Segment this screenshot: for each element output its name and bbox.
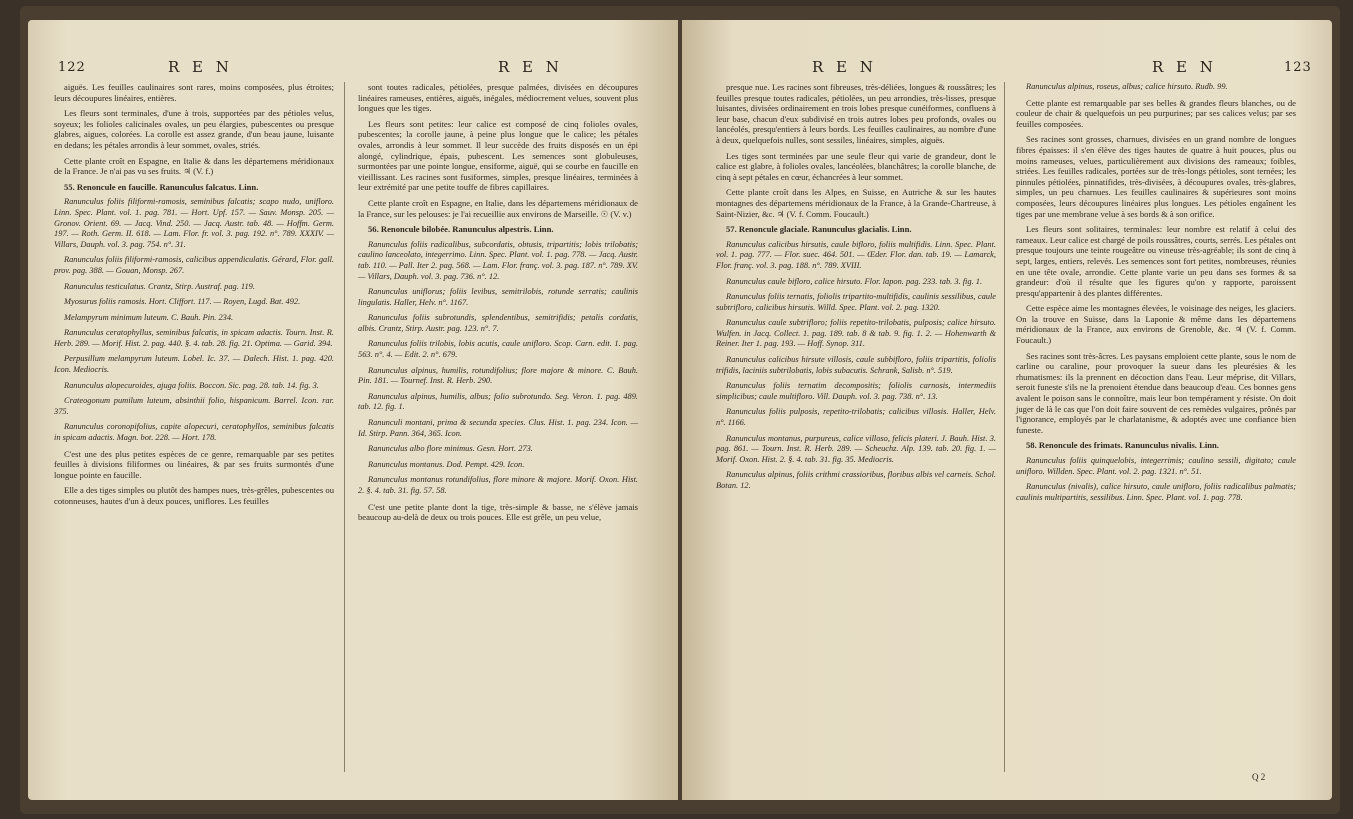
paragraph: Cette plante croît en Espagne, en Italie & dans les départemens méridionaux de la France. Je n'ai pas vu ses fruits. ♃ (V. f.) [54, 155, 334, 177]
paragraph: Ranunculus uniflorus; foliis levibus, semitrilobis, rotunde serratis; caulinis lingulatis. Haller, Helv. n°. 1167. [358, 287, 638, 307]
paragraph: Ranunculi montani, prima & secunda species. Clus. Hist. 1. pag. 234. Icon. — Id. Stirp. Pann. 364, 365. Icon. [358, 418, 638, 438]
paragraph: Cette plante croît dans les Alpes, en Suisse, en Autriche & sur les hautes montagnes des départemens méridionaux de la France, à la Grande-Chartreuse, à Saint-Nizier, &c. ♃ (V. f. Comm. Foucault.) [716, 187, 996, 219]
paragraph: 58. Renoncule des frimats. Ranunculus nivalis. Linn. [1026, 440, 1219, 451]
paragraph: Ranunculus alpinus, roseus, albus; calice hirsuto. Rudb. 99. [1026, 82, 1228, 91]
paragraph: Ranunculus foliis quinquelobis, integerrimis; caulino sessili, digitato; caule unifloro. Willden. Spec. Plant. vol. 2. pag. 1321. n°. 51. [1016, 456, 1296, 476]
paragraph: Ranunculus caule bifloro, calice hirsuto. Flor. lapon. pag. 233. tab. 3. fig. 1. [726, 276, 983, 286]
paragraph: Ranunculus (nivalis), calice hirsuto, caule unifloro, foliis radicalibus palmatis; caulinis multipartitis, sessilibus. Linn. Spec. Plant. vol. 1. pag. 778. [1016, 482, 1296, 502]
paragraph: Perpusillum melampyrum luteum. Lobel. Ic. 37. — Dalech. Hist. 1. pag. 420. Icon. Mediocris. [54, 354, 334, 375]
paragraph: Les fleurs sont solitaires, terminales: leur nombre est relatif à celui des rameaux. Leur calice est chargé de poils roussâtres, courts, serrés. Les pétales ont presque toujours une teinte rougeâtre ou vineuse très-agréable; ils sont de cinq à sept, larges, entiers, relevés. Les semences sont fort petites, nombreuses, réunies en une tête ovale, arrondie. Cette plante varie un peu dans ses formes & sa grandeur: d'où il résulte que les figures qu'on y rapporte, paroissent presqu'appartenir à des plantes différentes. [1016, 224, 1296, 298]
paragraph: Les fleurs sont terminales, d'une à trois, supportées par des pétioles velus, soyeux; les folioles calicinales ovales, un peu élargies, pubescentes ou presque glabres, aigues, colorées. La corolle est assez grande, d'un beau jaune, luisante en dedans; les pétales arrondis à leur sommet, ovales, striés. [54, 108, 334, 150]
paragraph: Cette plante croît en Espagne, en Italie, dans les départemens méridionaux de la France, sur les pelouses: je l'ai recueillie aux environs de Marseille. ☉ (V. v.) [358, 197, 638, 219]
paragraph: Les fleurs sont petites: leur calice est composé de cinq folioles ovales, pubescentes; la corolle jaune, à peine plus longue que le calice; les pétales ovales, arrondis à leur sommet. Il leur succède des fruits disposés en un épi alongé, cylindrique, épais, pubescent. Les semences sont globuleuses, surmontées par une pointe longue, ensiforme, aiguë, qui se courbe en faucille en vieillissant. Les racines sont fusiformes, simples, presque linéaires, terminées à leur extrémité par une petite touffe de fibres capillaires. [358, 118, 638, 193]
paragraph: Melampyrum minimum luteum. C. Bauh. Pin. 234. [64, 312, 234, 322]
paragraph: Elle a des tiges simples ou plutôt des hampes nues, très-grêles, pubescentes ou cotonneuses, hautes d'un à deux pouces, uniflores. Les feuilles [54, 485, 334, 506]
paragraph: 56. Renoncule bilobée. Ranunculus alpestris. Linn. [368, 224, 554, 235]
paragraph: Ranunculus foliis pulposis, repetito-trilobatis; calicibus villosis. Haller, Helv. n°. 1166. [716, 407, 996, 428]
left-page [28, 20, 678, 800]
paragraph: Ranunculus foliis ternatim decompositis; foliolis carnosis, intermediis simplicibus; caule multifloro. Vill. Dauph. vol. 3. pag. 738. n°. 13. [716, 381, 996, 401]
paragraph: presque nue. Les racines sont fibreuses, très-déliées, longues & roussâtres; les feuilles presque toutes radicales, pétiolées, un peu arrondies, très-lisses, presque luisantes, divisées ordinairement en trois lobes presque cunéiformes, confluens à leur base, chacun d'eux subdivisé en trois autres lobes peu profonds, ovales ou lancéolés, presqu'entiers à leurs bords. Les feuilles caulinaires, au nombre d'une à deux, quelquefois nulles, sont sessiles, linéaires, simples, aiguës. [716, 82, 996, 145]
right-column-2 [1016, 82, 1296, 508]
paragraph: Ranunculus testiculatus. Crantz, Stirp. Austraf. pag. 119. [64, 281, 255, 291]
running-header-right: R E N [498, 58, 563, 76]
paragraph: Ranunculus caule subtrifloro; foliis repetito-trilobatis, pulposis; calice hirsuto. Wulfen. in Jacq. Collect. 1. pag. 189. tab. 8 & tab. 9. fig. 1. 2. — Hohenwarth & Reiner. Iter 1. pag. 193. — Hoff. Synop. 311. [716, 318, 996, 349]
paragraph: Ranunculus alpinus, humilis, albus; folio subrotundo. Seg. Veron. 1. pag. 489. tab. 12. fig. 1. [358, 391, 638, 412]
page-number: 123 [1284, 60, 1312, 75]
paragraph: Ranunculus alpinus, humilis, rotundifolius; flore majore & minore. C. Bauh. Pin. 181. — Tournef. Inst. R. Herb. 290. [358, 365, 638, 386]
paragraph: Ranunculus foliis radicalibus, subcordatis, obtusis, tripartitis; lobis trilobatis; caulino lanceolato, integerrimo. Linn. Spec. Plant. vol. 1. pag. 778. — Jacq. Austr. tab. 110. — Pall. Iter 2. pag. 568. — Lam. Flor. franç. vol. 3. pag. 187. n°. 789. XV. — Villars, Dauph. vol. 3. pag. 736. n°. 12. [358, 239, 638, 281]
paragraph: Ranunculus coronopifolius, capite alopecuri, ceratophyllos, seminibus falcatis in spicam adactis. Magn. bot. 228. — Hort. 178. [54, 422, 334, 443]
column-divider [1004, 82, 1005, 772]
paragraph: Ranunculus montanus. Dod. Pempt. 429. Icon. [368, 459, 525, 469]
paragraph: Crateogonum pumilum luteum, absinthii folio, hispanicum. Barrel. Icon. rar. 375. [54, 396, 334, 416]
right-page [682, 20, 1332, 800]
paragraph: Ranunculus foliis filiformi-ramosis, calicibus appendiculatis. Gérard, Flor. gall. prov. pag. 388. — Gouan, Monsp. 267. [54, 255, 334, 275]
paragraph: C'est une petite plante dont la tige, très-simple & basse, ne s'élève jamais beaucoup au-delà de deux ou trois pouces. Elle est grêle, un peu velue, [358, 501, 638, 523]
paragraph: Ranunculus montanus, purpureus, calice villoso, felicis plateri. J. Bauh. Hist. 3. pag. 861. — Tourn. Inst. R. Herb. 289. — Scheuchz. Alp. 139. tab. 20. fig. 1. — Morif. Oxon. Hist. 2. §. 4. tab. 31. fig. 35. Mediocris. [716, 433, 996, 464]
paragraph: 57. Renoncule glaciale. Ranunculus glacialis. Linn. [726, 224, 912, 235]
column-divider [344, 82, 345, 772]
paragraph: Ranunculus albo flore minimus. Gesn. Hort. 273. [368, 444, 533, 454]
paragraph: Ranunculus calicibus hirsute villosis, caule subbifloro, foliis tripartitis, foliolis trifidis, laciniis subtrilobatis, lobis subacutis. Schrank, Salisb. n°. 519. [716, 355, 996, 375]
paragraph: Ranunculus montanus rotundifolius, flore minore & majore. Morif. Oxon. Hist. 2. §. 4. tab. 31. fig. 57. 58. [358, 475, 638, 495]
paragraph: Ses racines sont grosses, charnues, divisées en un grand nombre de longues fibres épaisses: il s'en élève des tiges hautes de quatre à huit pouces, plus ou moins rameuses, velues, particulièrement aux divisions des rameaux; foibles, striées. Les feuilles radicales, portées sur de très-longs pétioles, sont ternées; les pinnules pétiolées, pinnatifides, très-divisées, à découpures ovales, très-glabres, simples, un peu charnues. Les feuilles caulinaires & supérieures sont moins composées, leurs découpures linéaires plus longues. Les pétioles engaînent les tiges par une membrane velue à ses bords & à son orifice. [1016, 134, 1296, 219]
open-book [20, 6, 1340, 814]
paragraph: sont toutes radicales, pétiolées, presque palmées, divisées en découpures linéaires rameuses, entières, aiguës, inégales, médiocrement velues, souvent plus longues que les tiges. [358, 82, 638, 114]
paragraph: Ranunculus foliis subrotundis, splendentibus, semitrifidis; petalis cordatis, albis. Crantz, Stirp. Austr. pag. 123. n°. 7. [358, 313, 638, 333]
paragraph: Ranunculus ceratophyllus, seminibus falcatis, in spicam adactis. Tourn. Inst. R. Herb. 289. — Morif. Hist. 2. pag. 440. §. 4. tab. 28. fig. 21. Optima. — Garid. 394. [54, 328, 334, 348]
paragraph: Ses racines sont très-âcres. Les paysans emploient cette plante, sous le nom de carline ou caraline, pour provoquer la sueur dans les pleurésies & les rhumatismes: ils la prennent en décoction dans l'eau. Leur méprise, dit Villars, seroit funeste s'ils ne la prenoient étendue dans beaucoup d'eau. Ces bonnes gens avalent le poison sans le connoître, mais leur bon tempérament y résiste. On doit juger de là le cas que l'on doit faire souvent de ces remèdes vulgaires, prônés par l'ignorance, employés par le charlatanisme, & adoptés avec une confiance bien funeste. [1016, 350, 1296, 435]
paragraph: C'est une des plus petites espèces de ce genre, remarquable par ses petites feuilles à divisions filiformes ou linéaires, & par ses fruits surmontés d'une longue pointe en faucille. [54, 448, 334, 480]
left-column-2 [358, 82, 638, 528]
paragraph: Ranunculus alpinus, foliis crithmi crassioribus, floribus albis vel carneis. Schol. Botan. 12. [716, 470, 996, 490]
page-number: 122 [58, 60, 86, 75]
paragraph: Ranunculus foliis trilobis, lobis acutis, caule unifloro. Scop. Carn. edit. 1. pag. 563. n°. 4. — Edit. 2. n°. 679. [358, 339, 638, 360]
paragraph: Ranunculus alopecuroides, ajuga foliis. Boccon. Sic. pag. 28. tab. 14. fig. 3. [64, 380, 319, 390]
paragraph: Myosurus foliis ramosis. Hort. Cliffort. 117. — Royen, Lugd. Bat. 492. [64, 297, 301, 307]
running-header: R E N [168, 58, 233, 76]
paragraph: Ranunculus calicibus hirsutis, caule bifloro, foliis multifidis. Linn. Spec. Plant. vol. 1. pag. 777. — Flor. suec. 464. 501. — Œder. Flor. dan. tab. 19. — Lamarck, Flor. franç. vol. 3. pag. 188. n°. 789. XVIII. [716, 239, 996, 270]
signature-mark: Q 2 [1252, 772, 1266, 782]
running-header-left: R E N [812, 58, 877, 76]
paragraph: Cette plante est remarquable par ses belles & grandes fleurs blanches, ou de couleur de chair & quelquefois un peu purpurines; par ses calices velus; par ses feuilles composées. [1016, 97, 1296, 129]
right-column-1 [716, 82, 996, 497]
running-header: R E N [1152, 58, 1217, 76]
paragraph: Les tiges sont terminées par une seule fleur qui varie de grandeur, dont le calice est glabre, à folioles ovales, lancéolées, blanchâtres; la corolle blanche, de cinq à sept pétales en cœur, échancrées à leur sommet. [716, 150, 996, 182]
left-column-1 [54, 82, 334, 512]
paragraph: Ranunculus foliis ternatis, foliolis tripartito-multifidis, caulinis sessilibus, caule subtrifloro, calicibus hirsutis. Willd. Spec. Plant. vol. 2. pag. 1320. [716, 292, 996, 312]
paragraph: 55. Renoncule en faucille. Ranunculus falcatus. Linn. [64, 181, 259, 192]
paragraph: aiguës. Les feuilles caulinaires sont rares, moins composées, plus étroites; leurs découpures linéaires, entières. [54, 82, 334, 103]
paragraph: Ranunculus foliis filiformi-ramosis, seminibus falcatis; scapo nudo, unifloro. Linn. Spec. Plant. vol. 1. pag. 781. — Hort. Upf. 157. — Sauv. Monsp. 205. — Gronov. Orient. 69. — Jacq. Vind. 250. — Jacq. Austr. tab. 48. — Hoffm. Germ. 197. — Roth. Germ. II. 618. — Lam. Flor. fr. vol. 3. pag. 192. n°. 789. XXXIV. — Villars, Dauph. vol. 3. pag. 754. n°. 31. [54, 197, 334, 249]
paragraph: Cette espèce aime les montagnes élevées, le voisinage des neiges, les glaciers. On la trouve en Suisse, dans la Laponie & même dans les départemens méridionaux de la France, aux environs de Grenoble, &c. ♃ (V. f. Comm. Foucault.) [1016, 303, 1296, 346]
